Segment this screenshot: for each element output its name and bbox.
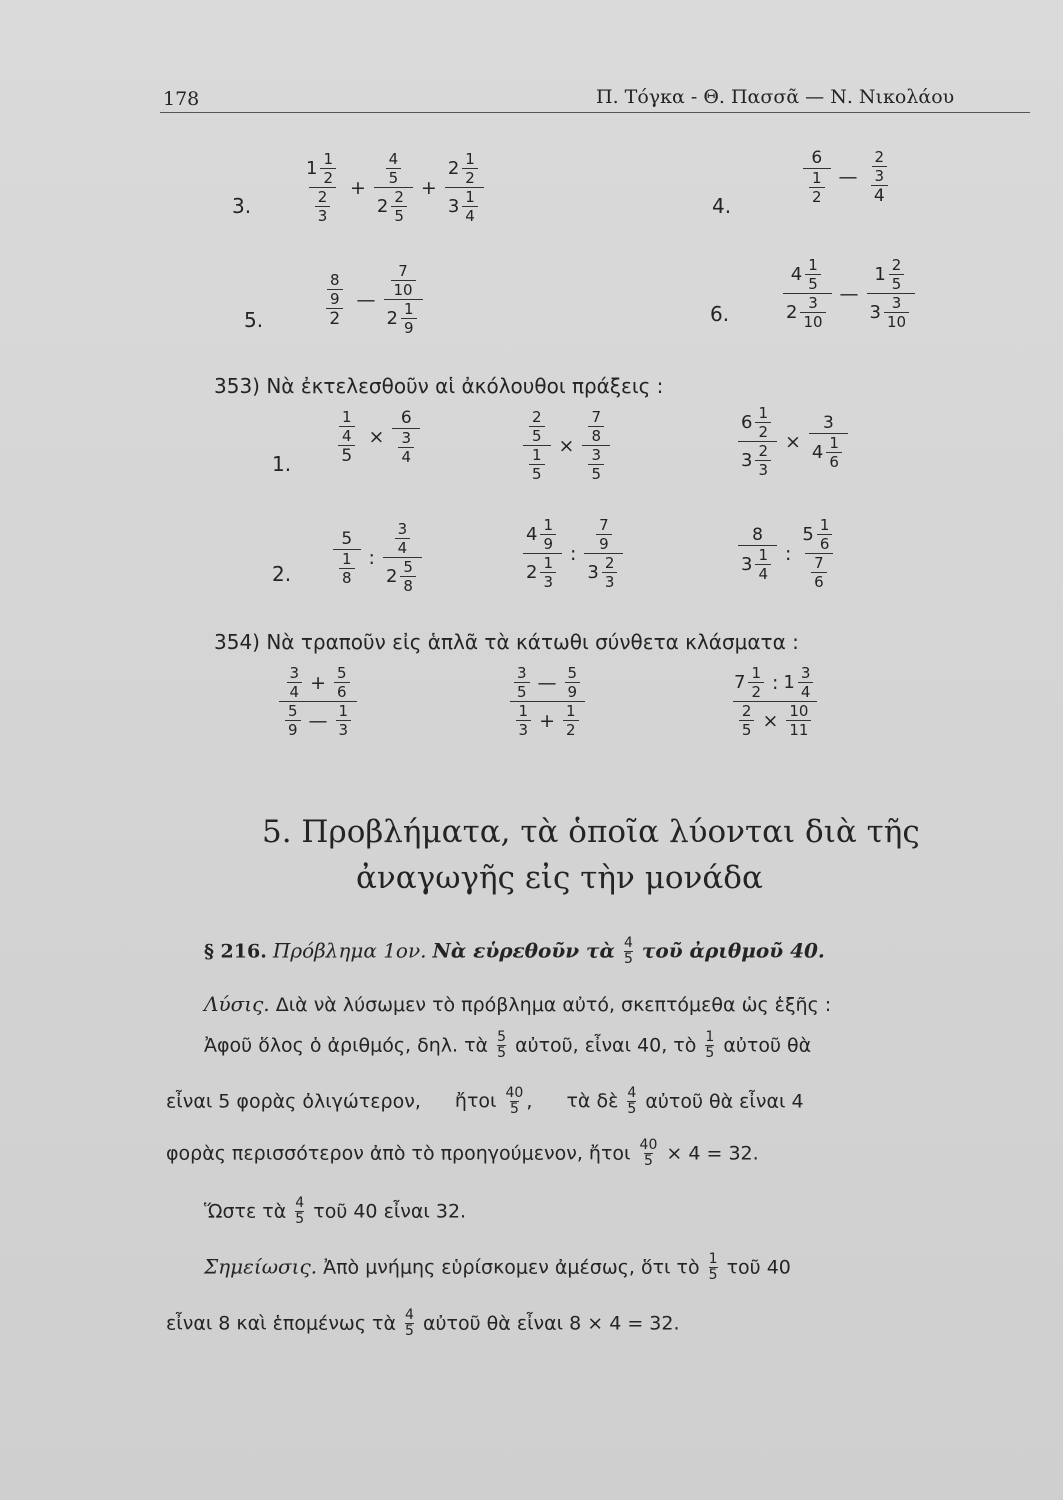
note-line-1: Σημείωσις. Ἀπὸ μνήμης εὑρίσκομεν ἀμέσως, ὅτι τὸ $\frac{1}{5}$ τοῦ 40 — [204, 1251, 791, 1284]
exercise-3-expression — [300, 150, 487, 225]
solution-line-3: εἶναι 5 φορὰς ὀλιγώτερον, ἤτοι $\frac{40}{5}$ , τὰ δὲ $\frac{4}{5}$ αὐτοῦ θὰ εἶναι 4 — [166, 1085, 804, 1118]
solution-line-4: φορὰς περισσότερον ἀπὸ τὸ προηγούμενον, ἤτοι $\frac{40}{5}$ × 4 = 32. — [166, 1137, 759, 1170]
plus-sign: + — [420, 176, 437, 199]
times-sign: × — [558, 434, 575, 457]
page-number: 178 — [163, 88, 200, 110]
exercise-353-2-number: 2. — [272, 562, 292, 586]
problem-text: τοῦ ἀριθμοῦ 40. — [641, 938, 825, 963]
problem-statement: § 216. Πρόβλημα 1ον. Νὰ εὑρεθοῦν τὰ $\frac{4}{5}$ τοῦ ἀριθμοῦ 40. — [204, 935, 825, 968]
solution-line-1 — [204, 992, 831, 1016]
exercise-354-b: $\frac{3}{5}$ — $\frac{5}{9}$ $\frac{1}{3}$ + $\frac{1}{2}$ — [505, 664, 589, 739]
minus-sign: — — [356, 288, 376, 311]
exercise-353-1c: 6 $\frac{1}{2}$ 3 $\frac{2}{3}$ × 3 4 $\frac{1}{6}$ — [735, 404, 851, 479]
exercise-5-expression — [318, 262, 426, 337]
division-sign: : — [570, 542, 577, 565]
exercise-6-expression — [780, 256, 918, 331]
exercise-353-2c: 8 3 $\frac{1}{4}$ : 5 $\frac{1}{6}$ $\frac{7}{6}$ — [735, 516, 841, 591]
exercise-353-2b: 4 $\frac{1}{9}$ 2 $\frac{1}{3}$ : $\frac{7}{9}$ 3 $\frac{2}{3}$ — [520, 516, 626, 591]
exercise-4-expression — [800, 148, 896, 206]
complex-fraction: $\frac{6}{\frac{1}{2}}$ — [803, 148, 831, 206]
exercise-3-number: 3. — [232, 194, 252, 218]
minus-sign: — — [839, 282, 859, 305]
exercise-353-1-number: 1. — [272, 452, 292, 476]
exercise-354-a: $\frac{3}{4}$ + $\frac{5}{6}$ $\frac{5}{9}$ — $\frac{1}{3}$ — [276, 664, 360, 739]
exercise-354-heading: 354) Νὰ τραποῦν εἰς ἁπλᾶ τὰ κάτωθι σύνθετα κλάσματα : — [214, 630, 799, 654]
exercise-6-number: 6. — [710, 302, 730, 326]
section-title-line-1: 5. Προβλήματα, τὰ ὁποῖα λύονται διὰ τῆς — [262, 814, 920, 850]
exercise-354-c: 7 $\frac{1}{2}$ : 1 $\frac{3}{4}$ $\frac{2}{5}$ × $\frac{10}{11}$ — [728, 664, 822, 739]
solution-label: Λύσις. — [204, 992, 270, 1016]
exercise-353-2a: $\frac{5}{\frac{1}{8}}$ : $\frac{3}{4}$ 2 $\frac{5}{8}$ — [330, 520, 425, 595]
complex-fraction: 1 $\frac{2}{5}$ 3 $\frac{3}{10}$ — [867, 256, 916, 331]
running-header-authors: Π. Τόγκα - Θ. Πασσᾶ — Ν. Νικολάου — [596, 86, 955, 108]
complex-fraction: 1 $\frac{1}{2}$ $\frac{2}{3}$ — [303, 150, 342, 225]
exercise-353-1b: $\frac{\frac{2}{5}}{\frac{1}{5}}$ × $\frac{\frac{7}{8}}{\frac{3}{5}}$ — [520, 408, 613, 483]
problem-label: Πρόβλημα 1ον. — [272, 938, 427, 963]
header-rule — [160, 112, 1030, 113]
plus-sign: + — [350, 176, 366, 199]
exercise-353-1a: $\frac{\frac{1}{4}}{5}$ × $\frac{6}{\frac{3}{4}}$ — [330, 408, 423, 466]
division-sign: : — [368, 546, 375, 569]
complex-fraction: 4 $\frac{1}{5}$ 2 $\frac{3}{10}$ — [783, 256, 832, 331]
exercise-5-number: 5. — [244, 308, 264, 332]
section-title-line-2: ἀναγωγῆς εἰς τὴν μονάδα — [356, 860, 763, 896]
solution-line-2: Ἀφοῦ ὅλος ὁ ἀριθμός, δηλ. τὰ $\frac{5}{5}$ αὐτοῦ, εἶναι 40, τὸ $\frac{1}{5}$ αὐτοῦ θὰ — [204, 1029, 812, 1062]
note-label: Σημείωσις. — [204, 1254, 318, 1279]
complex-fraction: $\frac{\frac{2}{3}}{4}$ — [866, 148, 894, 206]
complex-fraction: 2 $\frac{1}{2}$ 3 $\frac{1}{4}$ — [445, 150, 484, 225]
times-sign: × — [368, 426, 385, 448]
note-line-2: εἶναι 8 καὶ ἑπομένως τὰ $\frac{4}{5}$ αὐτοῦ θὰ εἶναι 8 × 4 = 32. — [166, 1307, 680, 1340]
paragraph-number: § 216. — [204, 940, 267, 963]
complex-fraction: $\frac{\frac{8}{9}}{2}$ — [321, 271, 349, 329]
times-sign: × — [785, 430, 801, 453]
exercise-4-number: 4. — [712, 194, 732, 218]
exercise-353-heading: 353) Νὰ ἐκτελεσθοῦν αἱ ἀκόλουθοι πράξεις : — [214, 374, 664, 398]
division-sign: : — [785, 542, 792, 565]
solution-conclusion: Ὥστε τὰ $\frac{4}{5}$ τοῦ 40 εἶναι 32. — [204, 1195, 467, 1228]
minus-sign: — — [838, 166, 858, 188]
complex-fraction: $\frac{7}{10}$ 2 $\frac{1}{9}$ — [384, 262, 423, 337]
solution-text: Διὰ νὰ λύσωμεν τὸ πρόβλημα αὐτό, σκεπτόμεθα ὡς ἑξῆς : — [275, 994, 832, 1016]
complex-fraction: $\frac{4}{5}$ 2 $\frac{2}{5}$ — [374, 150, 413, 225]
problem-text: Νὰ εὑρεθοῦν τὰ — [432, 938, 615, 963]
